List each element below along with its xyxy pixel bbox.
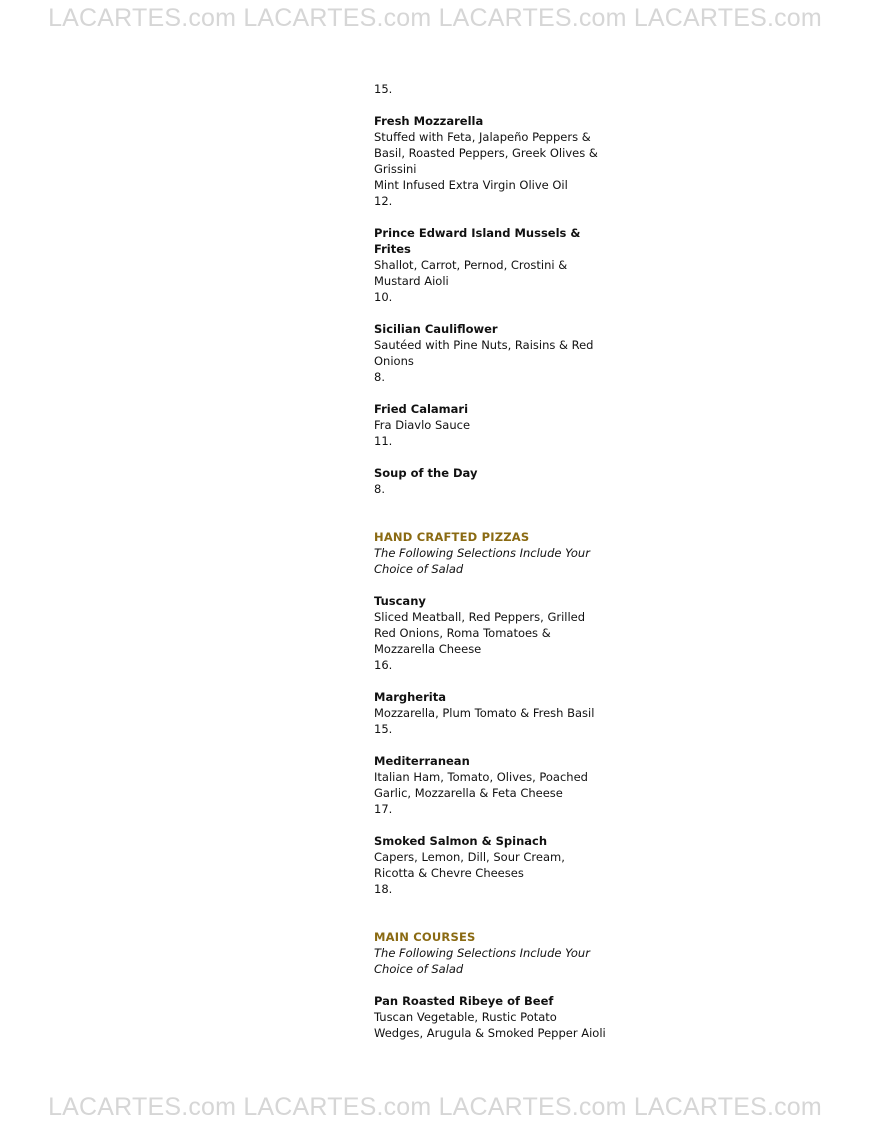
- menu-item-description: Mozzarella, Plum Tomato & Fresh Basil: [374, 706, 595, 720]
- section-title: HAND CRAFTED PIZZAS: [374, 530, 530, 544]
- menu-item-price: 17.: [374, 802, 393, 816]
- menu-item-ribeye: [374, 993, 624, 1041]
- menu-item-description: Capers, Lemon, Dill, Sour Cream,: [374, 850, 565, 864]
- watermark-bottom: LACARTES.com LACARTES.com LACARTES.com LACARTES.com: [48, 1093, 822, 1121]
- menu-item-description: Stuffed with Feta, Jalapeño Peppers &: [374, 130, 591, 144]
- menu-item-name: Pan Roasted Ribeye of Beef: [374, 994, 554, 1008]
- menu-item-description: Garlic, Mozzarella & Feta Cheese: [374, 786, 563, 800]
- menu-item-mediterranean: [374, 753, 624, 817]
- menu-item-description: Wedges, Arugula & Smoked Pepper Aioli: [374, 1026, 606, 1040]
- watermark-top: LACARTES.com LACARTES.com LACARTES.com LACARTES.com: [48, 4, 822, 32]
- menu-item-description: Shallot, Carrot, Pernod, Crostini &: [374, 258, 568, 272]
- menu-item-price: 10.: [374, 290, 393, 304]
- menu-item-price: 8.: [374, 370, 385, 384]
- section-note: Choice of Salad: [374, 962, 464, 976]
- menu-item-soup-of-the-day: [374, 465, 624, 497]
- menu-item-price: 18.: [374, 882, 393, 896]
- section-note: Choice of Salad: [374, 562, 464, 576]
- menu-item-name: Frites: [374, 242, 411, 256]
- menu-item-name: Soup of the Day: [374, 466, 478, 480]
- menu-item-description: Onions: [374, 354, 414, 368]
- menu-item-description: Red Onions, Roma Tomatoes &: [374, 626, 551, 640]
- menu-item-pei-mussels: [374, 225, 624, 305]
- menu-item-tuscany: [374, 593, 624, 673]
- menu-item-name: Fried Calamari: [374, 402, 469, 416]
- menu-item-fresh-mozzarella: [374, 113, 624, 209]
- menu-item-description: Sautéed with Pine Nuts, Raisins & Red: [374, 338, 594, 352]
- menu-item-name: Prince Edward Island Mussels &: [374, 226, 581, 240]
- menu-item-smoked-salmon-spinach: [374, 833, 624, 897]
- menu-item-price: 15.: [374, 82, 393, 96]
- menu-item-description: Sliced Meatball, Red Peppers, Grilled: [374, 610, 586, 624]
- menu-item-name: Mediterranean: [374, 754, 470, 768]
- menu-item-price: 15.: [374, 722, 393, 736]
- section-pizzas: [374, 529, 624, 897]
- section-main-courses: [374, 929, 624, 1041]
- menu-item-description: Italian Ham, Tomato, Olives, Poached: [374, 770, 588, 784]
- menu-item-name: Margherita: [374, 690, 446, 704]
- menu-item-description: Grissini: [374, 162, 417, 176]
- section-title: MAIN COURSES: [374, 930, 476, 944]
- menu-item-price: 11.: [374, 434, 393, 448]
- menu-item-description: Mustard Aioli: [374, 274, 449, 288]
- section-note: The Following Selections Include Your: [374, 946, 590, 960]
- menu-item-description: Tuscan Vegetable, Rustic Potato: [374, 1010, 557, 1024]
- menu-item-price: 12.: [374, 194, 393, 208]
- menu-item-price: 8.: [374, 482, 385, 496]
- menu-item-price: 16.: [374, 658, 393, 672]
- menu-item-name: Smoked Salmon & Spinach: [374, 834, 548, 848]
- menu-item-description: Mint Infused Extra Virgin Olive Oil: [374, 178, 568, 192]
- menu-item-name: Tuscany: [374, 594, 426, 608]
- menu-item-name: Sicilian Cauliflower: [374, 322, 498, 336]
- menu-item-description: Basil, Roasted Peppers, Greek Olives &: [374, 146, 598, 160]
- menu-item-name: Fresh Mozzarella: [374, 114, 484, 128]
- menu-item-fried-calamari: [374, 401, 624, 449]
- menu-item-description: Ricotta & Chevre Cheeses: [374, 866, 524, 880]
- menu-item-sicilian-cauliflower: [374, 321, 624, 385]
- menu-item-description: Fra Diavlo Sauce: [374, 418, 471, 432]
- menu-column: [374, 81, 624, 1041]
- menu-item-margherita: [374, 689, 624, 737]
- menu-item-description: Mozzarella Cheese: [374, 642, 482, 656]
- section-note: The Following Selections Include Your: [374, 546, 590, 560]
